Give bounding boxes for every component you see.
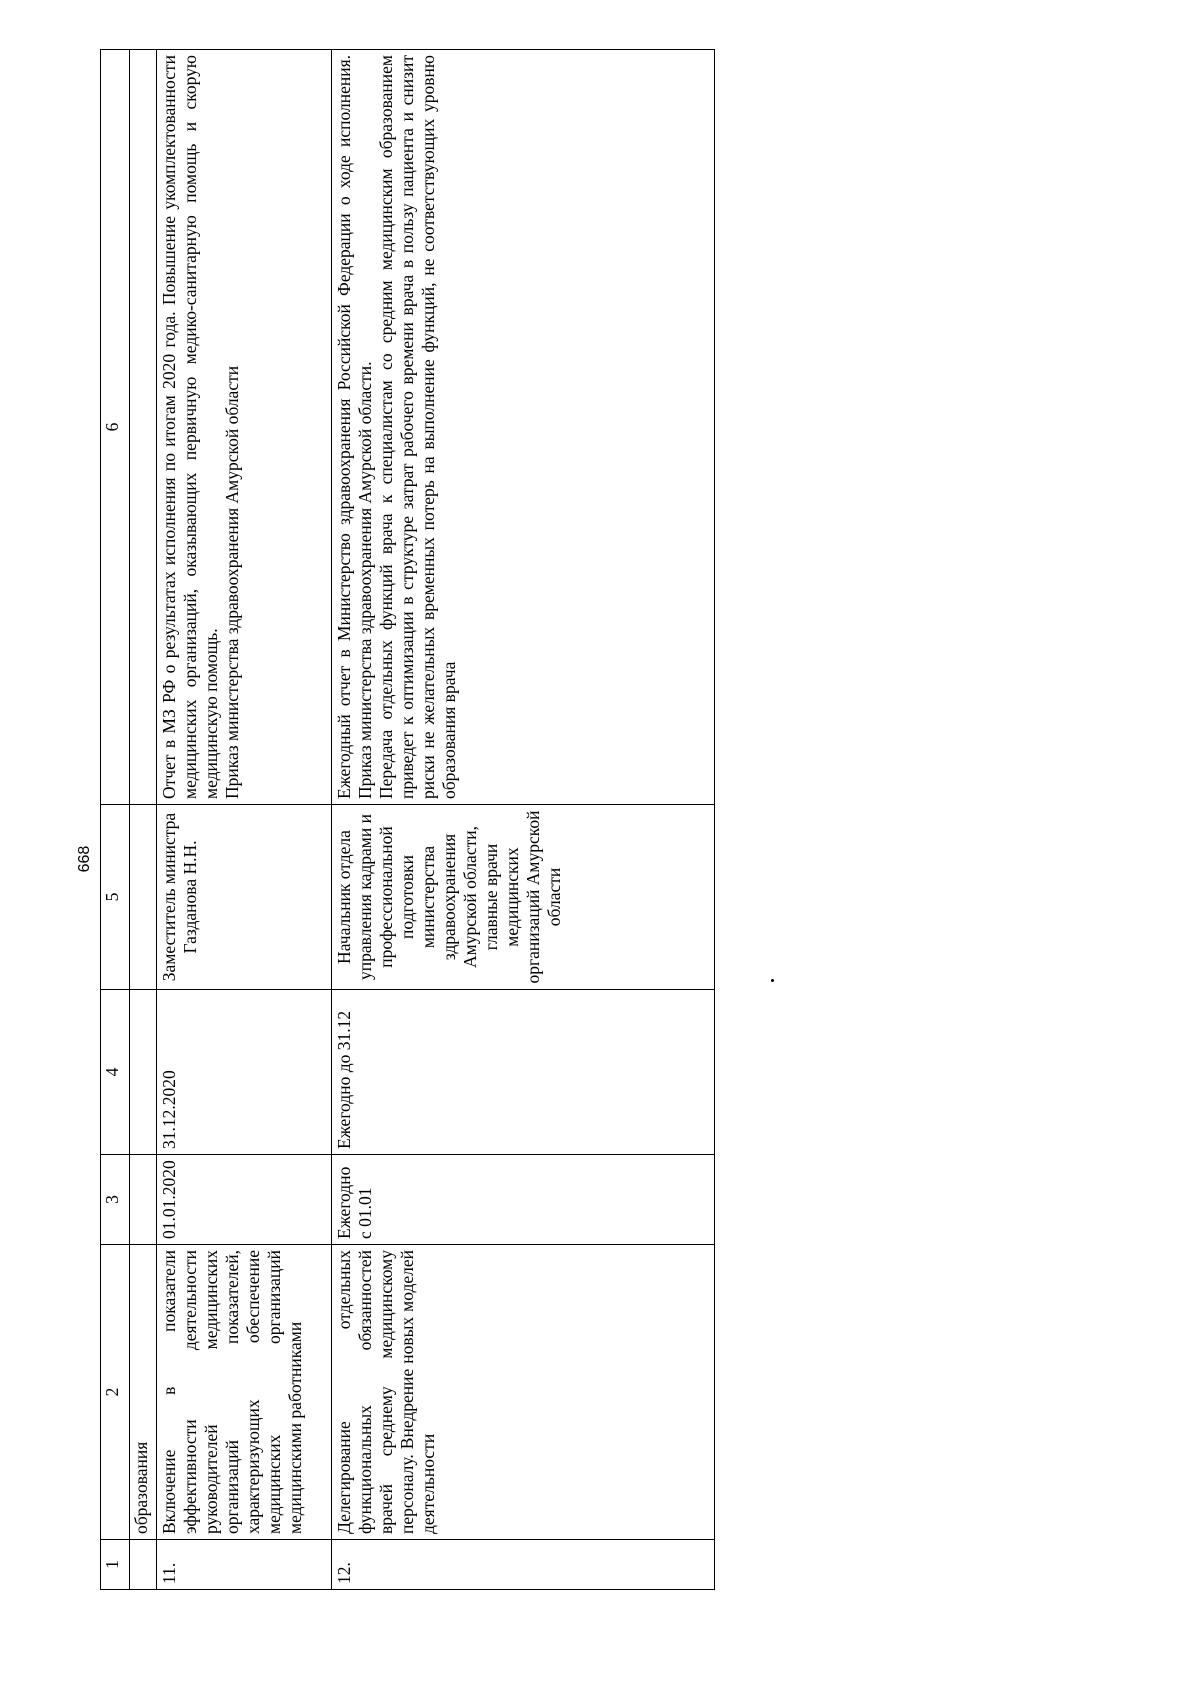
row-result bbox=[157, 50, 332, 805]
header-col-2: 2 bbox=[101, 1245, 130, 1540]
row-end-date: Ежегодно до 31.12 bbox=[332, 990, 715, 1155]
row-end-date: 31.12.2020 bbox=[157, 990, 332, 1155]
header-col-1: 1 bbox=[101, 1540, 130, 1590]
rotated-table-wrapper bbox=[100, 50, 715, 1590]
continuation-row bbox=[130, 50, 157, 1590]
table-row bbox=[332, 50, 715, 1590]
row-result-line: Передача отдельных функций врача к специалистам со средним медицинским образованием приведет к оптимизации в структуре затрат рабочего времени врача в пользу пациента и снизит риски не желательных временных потерь на выполнение функций, не соответствующих уровню образования врача bbox=[376, 55, 459, 799]
row-result bbox=[332, 50, 715, 805]
row-result-line: Ежегодный отчет в Министерство здравоохранения Российской Федерации о ходе исполнения. Приказ министерства здравоохранения Амурской области. bbox=[334, 55, 375, 799]
header-row bbox=[101, 50, 130, 1590]
row-description: Включение в показатели эффективности деятельности руководителей медицинских организаций показателей, характеризующих обеспечение медицинских организаций медицинскими работниками bbox=[157, 1245, 332, 1540]
continuation-text: образования bbox=[130, 1245, 157, 1540]
row-responsible: Заместитель министра Газданова Н.Н. bbox=[157, 805, 332, 990]
row-start-date: 01.01.2020 bbox=[157, 1155, 332, 1245]
scan-dot bbox=[771, 979, 774, 982]
row-start-date: Ежегодно с 01.01 bbox=[332, 1155, 715, 1245]
row-number: 11. bbox=[157, 1540, 332, 1590]
header-col-5: 5 bbox=[101, 805, 130, 990]
row-result-line: Отчет в МЗ РФ о результатах исполнения по итогам 2020 года. Повышение укомплектованности медицинских организаций, оказывающих первичную медико-санитарную помощь и скорую медицинскую помощь. bbox=[159, 55, 221, 799]
row-number: 12. bbox=[332, 1540, 715, 1590]
header-col-3: 3 bbox=[101, 1155, 130, 1245]
header-col-6: 6 bbox=[101, 50, 130, 805]
row-description: Делегирование отдельных функциональных обязанностей врачей среднему медицинскому персоналу. Внедрение новых моделей деятельности bbox=[332, 1245, 715, 1540]
row-result-line: Приказ министерства здравоохранения Амурской области bbox=[222, 365, 242, 799]
page-number: 668 bbox=[76, 845, 93, 873]
header-col-4: 4 bbox=[101, 990, 130, 1155]
table-row bbox=[157, 50, 332, 1590]
row-responsible: Начальник отдела управления кадрами и профессиональной подготовки министерства здравоохранения Амурской области, главные врачи медицинских организаций Амурской области bbox=[332, 805, 715, 990]
plan-table bbox=[100, 49, 715, 1590]
